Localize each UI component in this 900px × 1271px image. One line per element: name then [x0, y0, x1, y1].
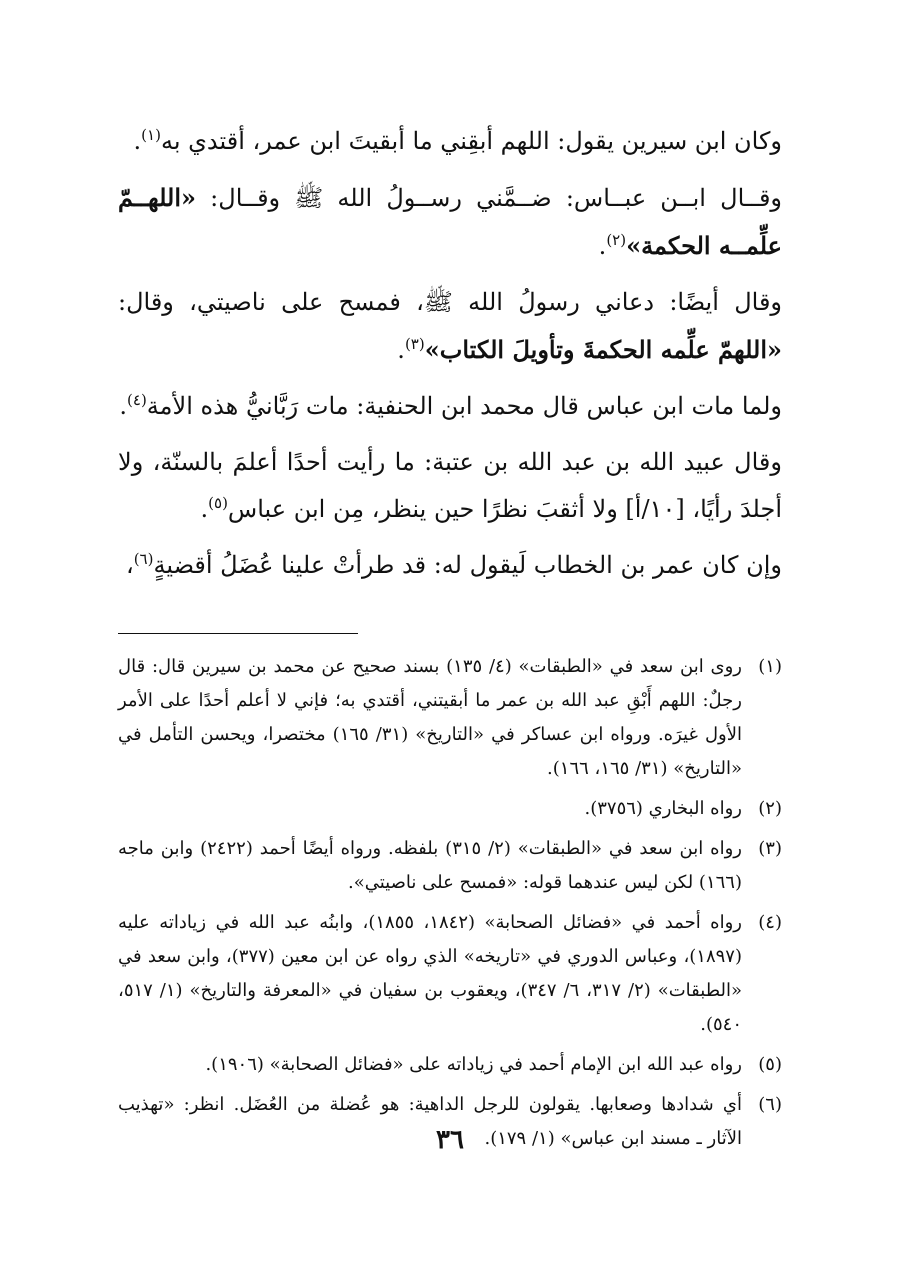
quote-text: «اللهــمّ علِّمــه الحكمة»	[118, 183, 782, 260]
main-text	[118, 118, 782, 589]
paragraph-1: وكان ابن سيرين يقول: اللهم أبقِني ما أبقيتَ ابن عمر، أقتدي به$^{(١)}$.	[133, 126, 782, 155]
footnote-number: (٣)	[758, 838, 782, 859]
page-number: ٣٦	[436, 1125, 464, 1155]
footnote-4	[118, 906, 782, 1042]
footnote-text: رواه أحمد في «فضائل الصحابة» (١٨٤٢، ١٨٥٥)، وابنُه عبد الله في زياداته عليه (١٨٩٧)، وعباس الدوري في «تاريخه» الذي رواه عن ابن معين (٣٧٧)، وابن سعد في «الطبقات» (٢/ ٣١٧، ٦/ ٣٤٧)، ويعقوب بن سفيان في «المعرفة والتاريخ» (١/ ٥١٧، ٥٤٠).	[118, 912, 743, 1035]
footnote-ref-1[interactable]: (١)	[141, 126, 161, 144]
footnote-3	[118, 832, 782, 900]
footnote-text: أي شدادها وصعابها. يقولون للرجل الداهية: هو عُضلة من العُضَل. انظر: «تهذيب الآثار ـ مسند ابن عباس» (١/ ١٧٩).	[118, 1094, 742, 1149]
paragraph-5: وقال عبيد الله بن عبد الله بن عتبة: ما رأيت أحدًا أعلمَ بالسنّة، ولا أجلدَ رأيًا، [١٠/أ] ولا أثقبَ نظرًا حين ينظر، مِن ابن عباس$^{(٥)}$.	[118, 448, 782, 523]
footnote-text: رواه ابن سعد في «الطبقات» (٢/ ٣١٥) بلفظه. ورواه أيضًا أحمد (٢٤٢٢) وابن ماجه (١٦٦) لكن ليس عندهما قوله: «فمسح على ناصيتي».	[118, 838, 742, 893]
footnote-ref-6[interactable]: (٦)	[133, 550, 154, 568]
footnote-number: (٤)	[758, 912, 782, 933]
footnote-number: (٥)	[758, 1054, 782, 1075]
footnote-5	[118, 1048, 782, 1082]
paragraph-3: وقال أيضًا: دعاني رسولُ الله ﷺ، فمسح على ناصيتي، وقال: «اللهمّ علِّمه الحكمةَ وتأويلَ الكتاب»$^{(٣)}$.	[118, 288, 782, 364]
footnote-separator	[118, 633, 358, 634]
paragraph-4: ولما مات ابن عباس قال محمد ابن الحنفية: مات رَبَّانيُّ هذه الأمة$^{(٤)}$.	[119, 391, 782, 420]
footnote-1	[118, 650, 782, 786]
paragraph-6: وإن كان عمر بن الخطاب لَيقول له: قد طرأتْ علينا عُضَلُ أقضيةٍ$^{(٦)}$،	[125, 550, 782, 579]
quote-text: «اللهمّ علِّمه الحكمةَ وتأويلَ الكتاب»	[424, 335, 782, 364]
paragraph-2: وقــال ابــن عبــاس: ضــمَّني رســولُ الله ﷺ وقــال: «اللهــمّ علِّمــه الحكمة»$^{(٢)}$.	[118, 183, 782, 260]
footnote-number: (١)	[758, 656, 782, 677]
footnote-number: (٦)	[758, 1094, 782, 1115]
footnote-text: رواه عبد الله ابن الإمام أحمد في زياداته على «فضائل الصحابة» (١٩٠٦).	[205, 1054, 742, 1075]
footnote-text: رواه البخاري (٣٧٥٦).	[584, 798, 742, 819]
footnote-ref-3[interactable]: (٣)	[404, 335, 425, 353]
footnote-number: (٢)	[758, 798, 782, 819]
footnote-text: روى ابن سعد في «الطبقات» (٤/ ١٣٥) بسند صحيح عن محمد بن سيرين قال: قال رجلٌ: اللهم أَبْقِ عبد الله بن عمر ما أبقيتني، أقتدي به؛ فإني لا أعلم أحدًا على الأمر الأول غيرَه. ورواه ابن عساكر في «التاريخ» (٣١/ ١٦٥) مختصرا، ويحسن التأمل في «التاريخ» (٣١/ ١٦٥، ١٦٦).	[118, 656, 742, 779]
footnote-ref-2[interactable]: (٢)	[606, 231, 627, 249]
footnote-ref-5[interactable]: (٥)	[208, 494, 228, 512]
footnote-2	[118, 792, 782, 826]
footnotes	[118, 650, 782, 1156]
footnote-ref-4[interactable]: (٤)	[127, 391, 147, 409]
